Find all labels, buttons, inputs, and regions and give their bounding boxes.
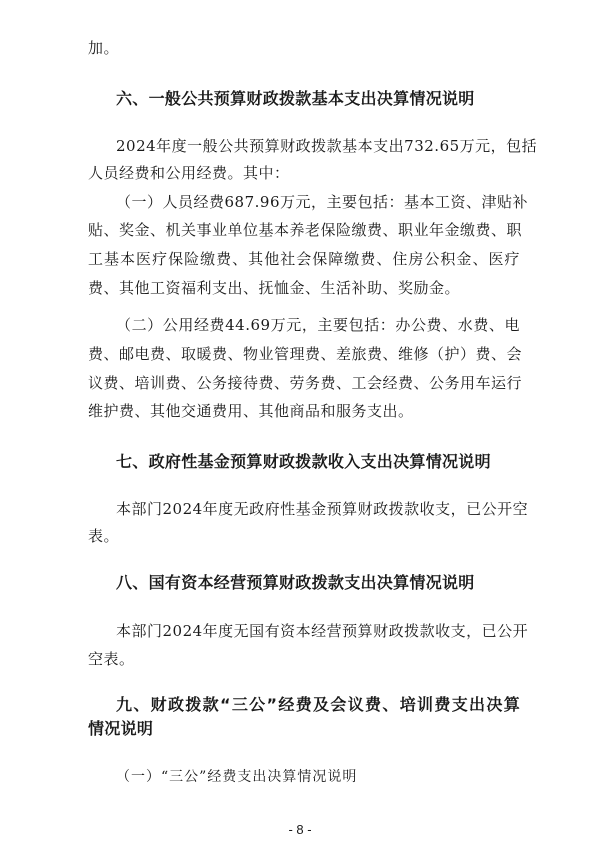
- section-7-paragraph-line-2: 表。: [88, 527, 120, 545]
- section-6-heading: 六、一般公共预算财政拨款基本支出决算情况说明: [116, 89, 475, 108]
- section-9-heading-line-1: 九、财政拨款“三公”经费及会议费、培训费支出决算: [116, 695, 520, 714]
- section-6-paragraph-2-line-3: 工基本医疗保险缴费、其他社会保障缴费、住房公积金、医疗: [88, 250, 520, 268]
- section-6-paragraph-3-line-3: 议费、培训费、公务接待费、劳务费、工会经费、公务用车运行: [88, 374, 523, 392]
- section-6-paragraph-2-line-4: 费、其他工资福利支出、抚恤金、生活补助、奖励金。: [88, 279, 461, 297]
- section-6-paragraph-1-line-1: 2024年度一般公共预算财政拨款基本支出732.65万元，包括: [116, 137, 538, 155]
- section-9-subheading: （一）“三公”经费支出决算情况说明: [116, 769, 358, 785]
- section-6-paragraph-1-line-2: 人员经费和公用经费。其中：: [88, 164, 290, 182]
- section-7-paragraph-line-1: 本部门2024年度无政府性基金预算财政拨款收支，已公开空: [116, 500, 529, 518]
- section-6-paragraph-2-line-2: 贴、奖金、机关事业单位基本养老保险缴费、职业年金缴费、职: [88, 221, 523, 239]
- section-8-heading: 八、国有资本经营预算财政拨款支出决算情况说明: [116, 573, 475, 592]
- section-8-paragraph-line-1: 本部门2024年度无国有资本经营预算财政拨款收支，已公开: [116, 622, 529, 640]
- section-6-paragraph-3-line-4: 维护费、其他交通费用、其他商品和服务支出。: [88, 402, 414, 420]
- section-6-paragraph-3-line-2: 费、邮电费、取暖费、物业管理费、差旅费、维修（护）费、会: [88, 345, 523, 363]
- continuation-text: 加。: [88, 39, 120, 57]
- section-9-heading-line-2: 情况说明: [88, 719, 154, 738]
- section-7-heading: 七、政府性基金预算财政拨款收入支出决算情况说明: [116, 452, 491, 471]
- section-6-paragraph-2-line-1: （一）人员经费687.96万元，主要包括：基本工资、津贴补: [116, 193, 528, 211]
- section-8-paragraph-line-2: 空表。: [88, 650, 135, 668]
- section-6-paragraph-3-line-1: （二）公用经费44.69万元，主要包括：办公费、水费、电: [116, 316, 520, 334]
- page-number: - 8 -: [288, 822, 312, 837]
